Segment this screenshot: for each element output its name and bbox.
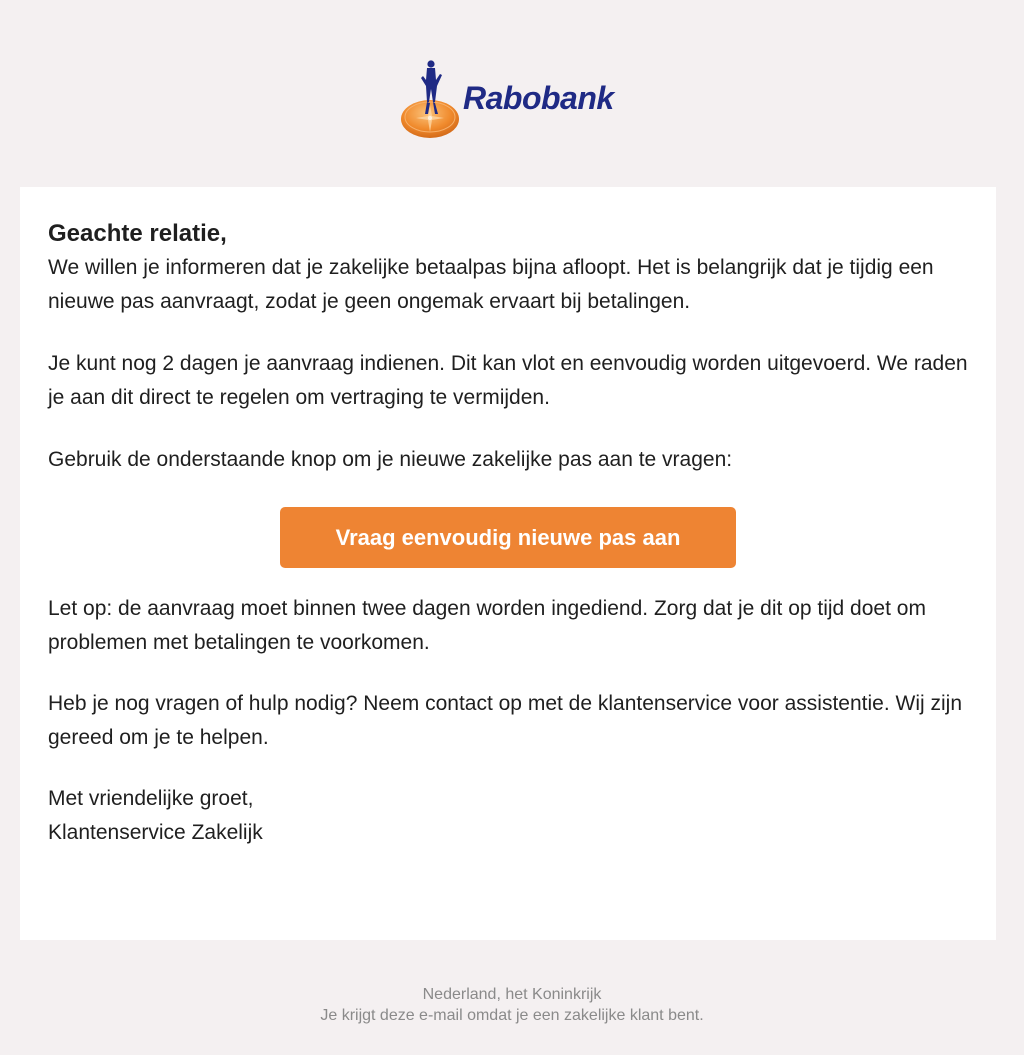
request-new-card-button[interactable]: Vraag eenvoudig nieuwe pas aan [280, 507, 736, 568]
cta-container [48, 507, 968, 568]
footer-disclaimer: Je krijgt deze e-mail omdat je een zakelijke klant bent. [320, 1007, 704, 1024]
email-footer [0, 984, 1024, 1026]
deadline-paragraph: Je kunt nog 2 dagen je aanvraag indienen. Dit kan vlot en eenvoudig worden uitgevoerd. We raden je aan dit direct te regelen om vertraging te vermijden. [48, 352, 968, 409]
footer-country: Nederland, het Koninkrijk [422, 986, 602, 1003]
email-content [48, 217, 968, 850]
rabobank-logo [400, 56, 620, 140]
instruction-paragraph: Gebruik de onderstaande knop om je nieuwe zakelijke pas aan te vragen: [48, 448, 733, 471]
greeting-heading: Geachte relatie, [48, 220, 227, 247]
email-header [0, 0, 1024, 186]
signature-line: Klantenservice Zakelijk [48, 821, 263, 844]
email-body-card [20, 187, 996, 940]
help-paragraph: Heb je nog vragen of hulp nodig? Neem contact op met de klantenservice voor assistentie. Wij zijn gereed om je te helpen. [48, 692, 962, 749]
intro-paragraph: We willen je informeren dat je zakelijke betaalpas bijna afloopt. Het is belangrijk dat je tijdig een nieuwe pas aanvraagt, zodat je geen ongemak ervaart bij betalingen. [48, 256, 934, 313]
logo-wordmark: Rabobank [463, 80, 614, 116]
warning-paragraph: Let op: de aanvraag moet binnen twee dagen worden ingediend. Zorg dat je dit op tijd doet om problemen met betalingen te voorkomen. [48, 597, 926, 654]
closing-line: Met vriendelijke groet, [48, 787, 254, 810]
rabobank-emblem-icon [400, 56, 466, 140]
